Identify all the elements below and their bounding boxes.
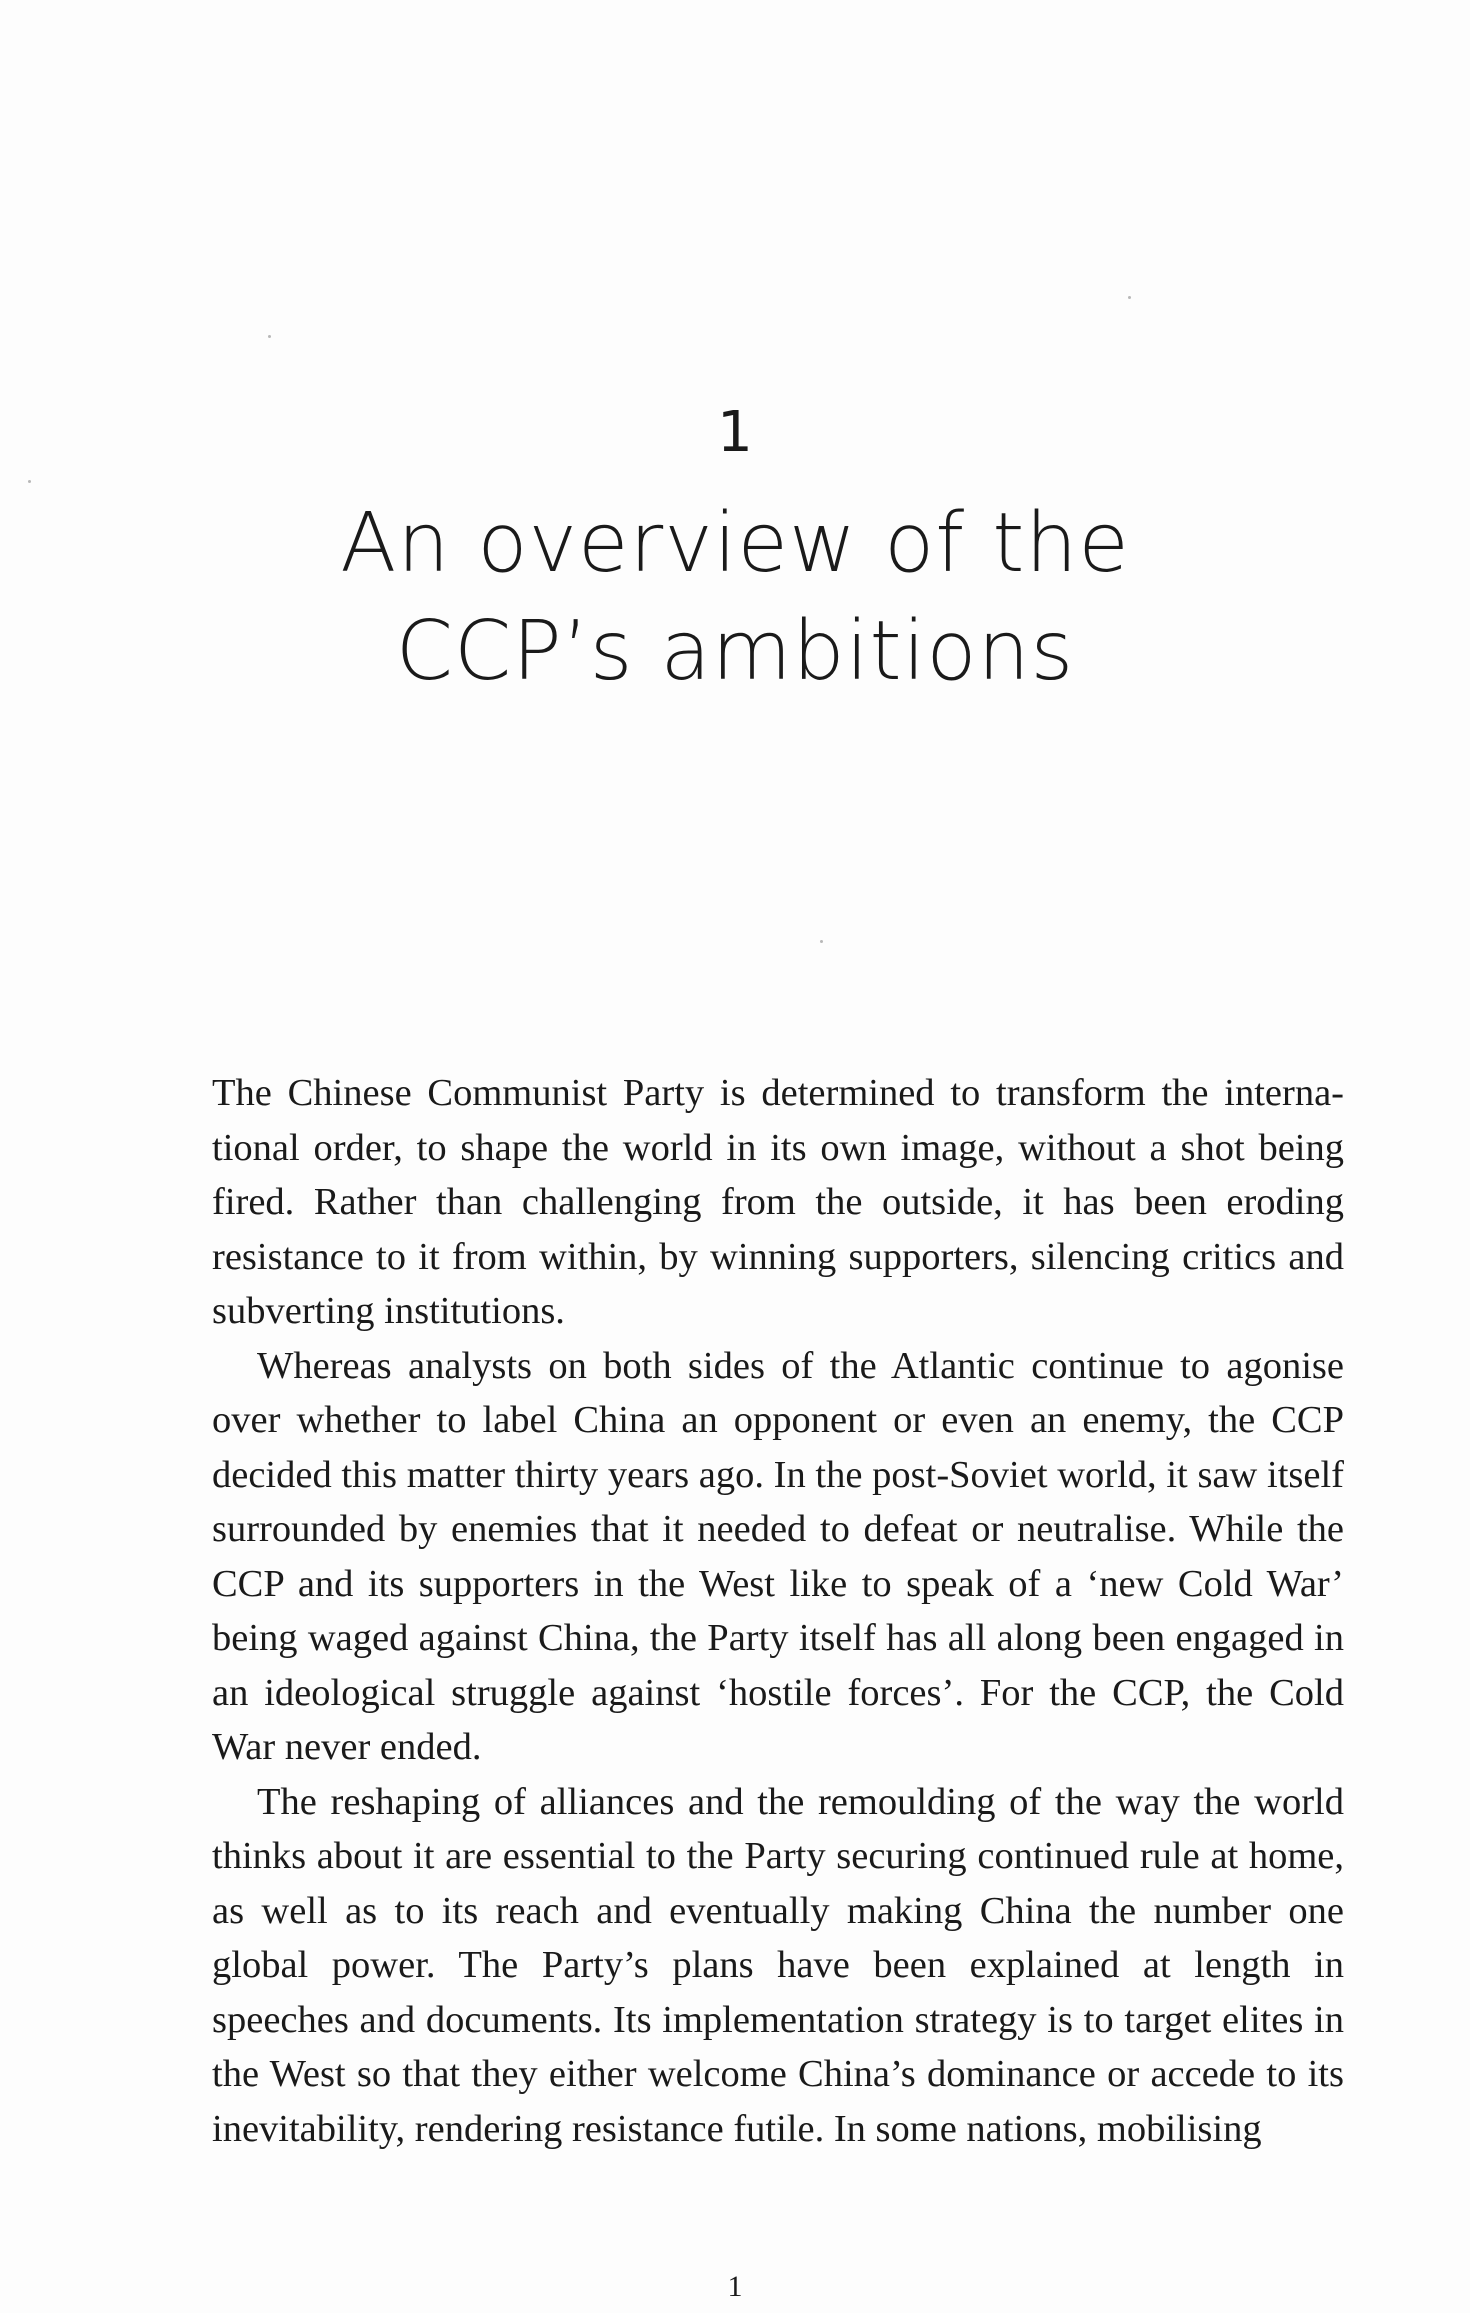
chapter-body [212, 1066, 1344, 2156]
chapter-number: 1 [717, 400, 753, 465]
chapter-title-line-1: An overview of the [340, 496, 1130, 591]
scan-speck [820, 940, 823, 943]
paragraph-1: The Chinese Communist Party is determined to transform the international order, to shape the world in its own image, without a shot being fired. Rather than challenging from the outside, it has been eroding resistance to it from within, by winning supporters, silencing critics and subverting institutions. [212, 1072, 1344, 1332]
paragraph-2: Whereas analysts on both sides of the Atlantic continue to agonise over whether to label China an opponent or even an enemy, the CCP decided this matter thirty years ago. In the post-Soviet world, it saw itself surrounded by enemies that it needed to defeat or neutralise. While the CCP and its supporters in the West like to speak of a ‘new Cold War’ being waged against China, the Party itself has all along been engaged in an ideological struggle against ‘hostile forces’. For the CCP, the Cold War never ended. [212, 1344, 1344, 1768]
scan-speck [28, 480, 31, 483]
scan-speck [268, 335, 271, 338]
page-number: 1 [727, 2270, 743, 2303]
chapter-title-line-2: CCP’s ambitions [395, 604, 1075, 699]
paragraph-3: The reshaping of alliances and the remoulding of the way the world thinks about it are essential to the Party securing continued rule at home, as well as to its reach and eventually making China the number one global power. The Party’s plans have been explained at length in speeches and documents. Its implementation strategy is to target elites in the West so that they either welcome China’s dominance or accede to its inevitability, rendering resistance futile. In some nations, mobilising [212, 1780, 1344, 2150]
chapter-title [0, 490, 1470, 706]
scan-speck [1128, 296, 1131, 299]
